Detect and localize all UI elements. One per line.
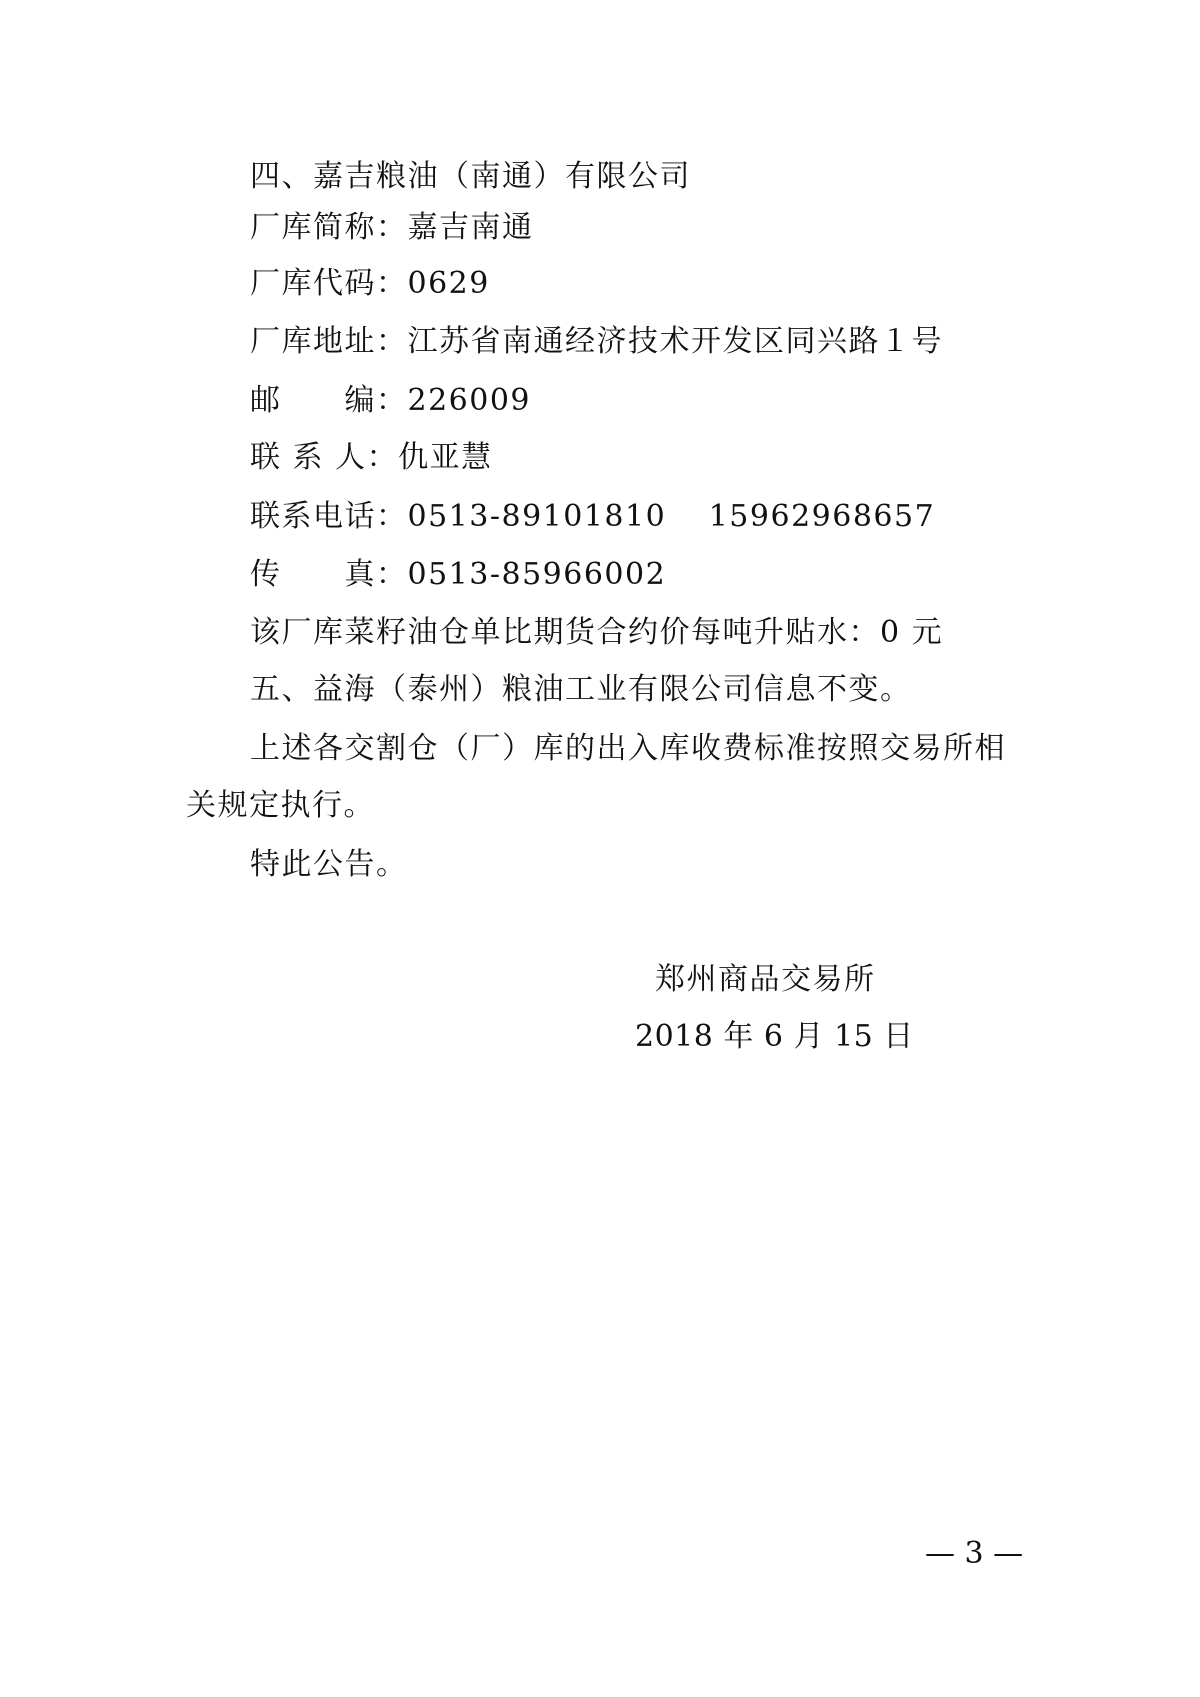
section-four-heading: 四、嘉吉粮油（南通）有限公司 bbox=[250, 159, 691, 194]
section-five-heading: 五、益海（泰州）粮油工业有限公司信息不变。 bbox=[250, 672, 912, 707]
contact-line: 联 系 人：仇亚慧 bbox=[250, 440, 493, 475]
premium-line: 该厂库菜籽油仓单比期货合约价每吨升贴水：0 元 bbox=[250, 615, 944, 650]
code-line: 厂库代码：0629 bbox=[250, 266, 490, 301]
notice-line: 特此公告。 bbox=[250, 847, 408, 882]
postcode-line: 邮 编：226009 bbox=[250, 383, 532, 418]
fees-line-2: 关规定执行。 bbox=[186, 788, 375, 823]
address-line: 厂库地址：江苏省南通经济技术开发区同兴路１号 bbox=[250, 324, 943, 359]
signature-org: 郑州商品交易所 bbox=[655, 962, 876, 997]
short-name-line: 厂库简称：嘉吉南通 bbox=[250, 210, 534, 245]
fees-line-1: 上述各交割仓（厂）库的出入库收费标准按照交易所相 bbox=[250, 731, 1006, 766]
fax-line: 传 真：0513-85966002 bbox=[250, 557, 667, 592]
signature-date: 2018 年 6 月 15 日 bbox=[635, 1019, 914, 1054]
page-number: — 3 — bbox=[925, 1536, 1024, 1571]
phone-line: 联系电话：0513-89101810 15962968657 bbox=[250, 499, 936, 534]
